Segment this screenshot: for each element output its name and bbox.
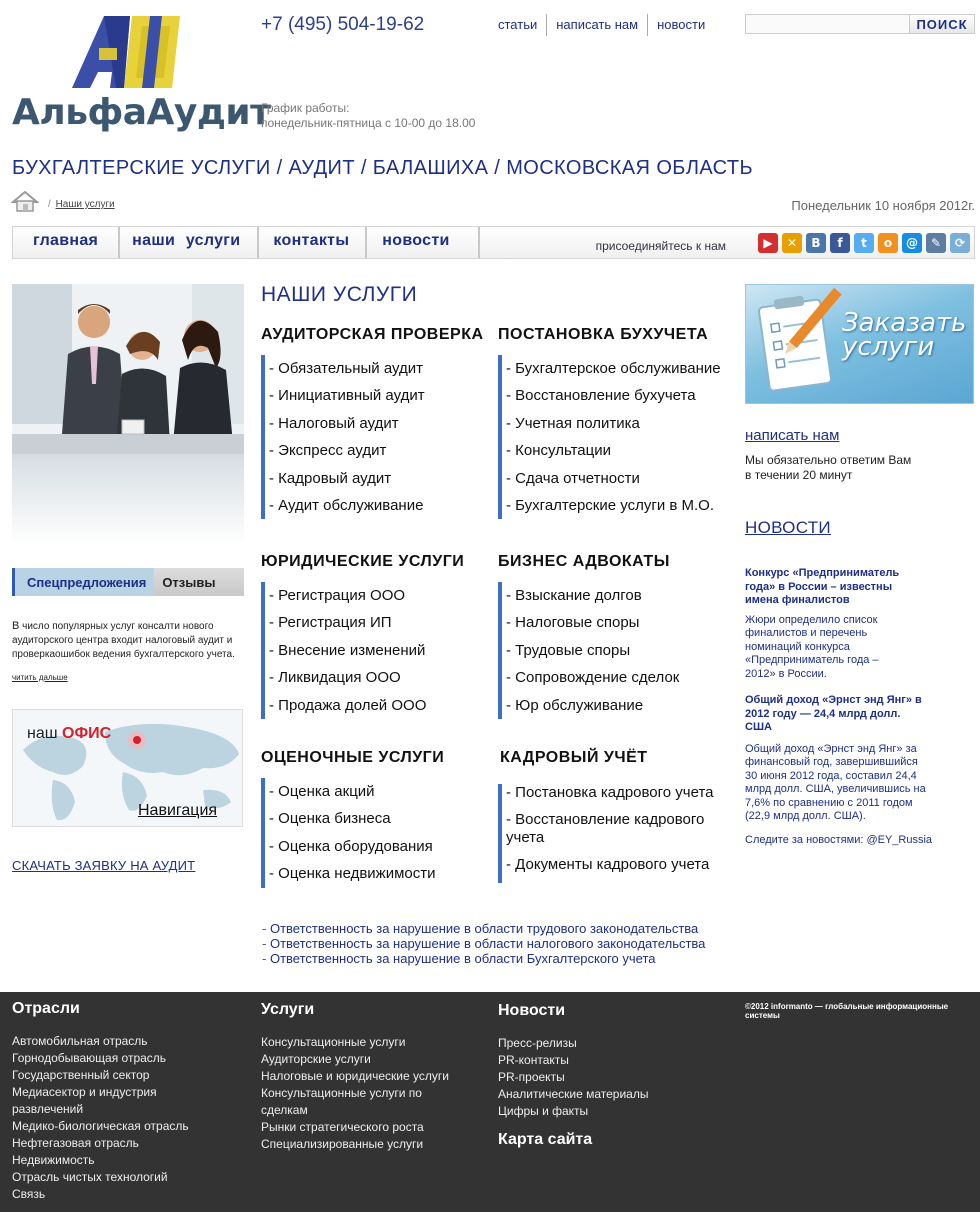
service-link[interactable] (269, 410, 425, 437)
twitter-icon[interactable]: t (854, 233, 874, 253)
service-label: Юр обслуживание (515, 696, 644, 714)
footer-link[interactable]: Государственный сектор (12, 1068, 150, 1082)
breadcrumb (48, 199, 115, 210)
list-dash: - (269, 783, 279, 800)
service-link[interactable] (506, 811, 730, 847)
service-link[interactable] (506, 492, 721, 519)
service-link[interactable] (506, 437, 721, 464)
list-dash: - (506, 587, 516, 604)
service-link[interactable] (506, 382, 721, 409)
service-label: Учетная политика (515, 414, 640, 432)
group-title-hr: КАДРОВЫЙ УЧЁТ (500, 749, 648, 766)
current-date: Понедельник 10 ноября 2012г. (791, 198, 975, 213)
nav-home[interactable]: главная (13, 227, 120, 258)
footer-link[interactable]: Аналитические материалы (498, 1087, 649, 1101)
group-list-legal (261, 582, 426, 719)
breadcrumb-current[interactable]: Наши услуги (55, 199, 115, 210)
footer-link[interactable]: Нефтегазовая отрасль (12, 1136, 139, 1150)
service-label: Продажа долей ООО (278, 696, 427, 714)
footer-link[interactable]: Пресс-релизы (498, 1036, 577, 1050)
navigation-link[interactable]: Навигация (138, 802, 218, 819)
footer-link[interactable]: Горнодобывающая отрасль (12, 1051, 167, 1065)
liability-link-label: Ответственность за нарушение в области налогового законодательства (269, 936, 706, 951)
nav-contacts[interactable]: контакты (259, 227, 367, 258)
footer-link[interactable]: Рынки стратегического роста (261, 1120, 424, 1134)
service-label: Обязательный аудит (278, 360, 424, 377)
liability-links (262, 921, 705, 966)
service-link[interactable] (506, 692, 679, 719)
service-link[interactable] (269, 692, 426, 719)
service-label: Трудовые споры (515, 641, 631, 659)
list-dash: - (269, 587, 279, 604)
search-button[interactable]: ПОИСК (909, 15, 974, 33)
list-dash: - (506, 784, 516, 801)
download-audit-request-link[interactable]: СКАЧАТЬ ЗАЯВКУ НА АУДИТ (12, 858, 196, 873)
service-link[interactable] (269, 465, 425, 492)
nav-news[interactable]: новости (367, 227, 479, 258)
promo-text (12, 619, 244, 662)
service-label: Бухгалтерское обслуживание (515, 360, 721, 377)
promo-lead-letter: В (12, 620, 20, 632)
service-link[interactable] (269, 582, 426, 609)
order-services-banner[interactable] (745, 284, 974, 404)
schedule-title: График работы: (261, 101, 350, 115)
site-tagline: БУХГАЛТЕРСКИЕ УСЛУГИ / АУДИТ / БАЛАШИХА / МОСКОВСКАЯ ОБЛАСТЬ (12, 157, 753, 179)
list-dash: - (506, 669, 516, 687)
service-link[interactable] (506, 465, 721, 492)
top-link-articles[interactable]: статьи (497, 14, 547, 36)
liability-link-label: Ответственность за нарушение в области Бухгалтерского учета (269, 951, 656, 966)
list-dash: - (506, 497, 516, 515)
group-list-hr (498, 784, 730, 883)
service-link[interactable] (269, 860, 436, 887)
order-line-1: Заказать (842, 308, 967, 338)
service-label: Инициативный аудит (278, 387, 425, 405)
liability-link[interactable] (262, 936, 705, 951)
youtube-icon[interactable]: ▶ (758, 233, 778, 253)
list-dash: - (506, 469, 516, 487)
list-dash: - (269, 497, 279, 515)
service-link[interactable] (269, 637, 426, 664)
list-dash: - (506, 696, 516, 714)
service-label: Налоговые споры (515, 614, 640, 632)
breadcrumb-separator: / (48, 199, 51, 210)
service-label: Сдача отчетности (515, 469, 640, 487)
list-dash: - (506, 442, 516, 460)
news-heading-link[interactable]: НОВОСТИ (745, 518, 831, 537)
service-link[interactable] (269, 805, 436, 832)
footer-industries-title: Отрасли (12, 1000, 80, 1017)
service-label: Оценка оборудования (278, 837, 433, 855)
social-icons (758, 233, 970, 253)
service-link[interactable] (269, 355, 425, 382)
service-label: Кадровый аудит (278, 469, 392, 487)
footer-link[interactable]: Медико-биологическая отрасль (12, 1119, 189, 1133)
join-us-label: присоединяйтесь к нам (595, 239, 726, 253)
footer-link[interactable]: Специализированные услуги (261, 1137, 424, 1151)
mailru-icon[interactable]: @ (902, 233, 922, 253)
read-more-link[interactable]: читить дальше (12, 673, 68, 682)
service-label: Сопровождение сделок (515, 669, 680, 687)
group-title-valuation: ОЦЕНОЧНЫЕ УСЛУГИ (261, 749, 445, 766)
share-icon[interactable]: ⟳ (950, 233, 970, 253)
list-dash: - (269, 865, 279, 883)
tab-special-offers[interactable]: Спецпредложения (12, 568, 154, 596)
list-dash: - (506, 360, 516, 377)
list-dash: - (506, 856, 516, 873)
service-label: Постановка кадрового учета (515, 784, 714, 801)
copyright: ©2012 informanto — глобальные информационные системы (745, 1002, 949, 1020)
news-title[interactable]: Конкурс «Предприниматель года» в России – известны имена финалистов (745, 567, 900, 606)
logo-image[interactable] (12, 12, 246, 92)
service-link[interactable] (269, 778, 436, 805)
person-icon[interactable]: ✕ (782, 233, 802, 253)
service-link[interactable] (269, 437, 425, 464)
phone-number: +7 (495) 504-19-62 (261, 14, 425, 35)
list-dash: - (269, 360, 279, 377)
footer-services-title: Услуги (261, 1001, 315, 1018)
footer-link[interactable]: Отрасль чистых технологий (12, 1170, 168, 1184)
order-services-text (842, 308, 967, 362)
group-title-lawyers: БИЗНЕС АДВОКАТЫ (498, 553, 670, 570)
service-label: Оценка недвижимости (278, 865, 436, 883)
top-link-news[interactable]: новости (657, 17, 706, 32)
office-word-our: наш (27, 725, 58, 742)
service-label: Аудит обслуживание (278, 497, 424, 515)
list-dash: - (506, 811, 516, 828)
service-link[interactable] (506, 410, 721, 437)
service-label: Восстановление кадрового учета (506, 811, 705, 846)
service-label: Регистрация ИП (278, 614, 392, 632)
list-dash: - (506, 614, 516, 632)
group-title-accounting: ПОСТАНОВКА БУХУЧЕТА (498, 326, 709, 343)
home-icon[interactable] (11, 190, 39, 212)
write-note-line-2: в течении 20 минут (745, 468, 853, 482)
order-line-2: услуги (842, 332, 935, 362)
list-dash: - (506, 641, 516, 659)
write-us-note (745, 453, 911, 483)
odnoklassniki-icon[interactable]: о (878, 233, 898, 253)
service-label: Взыскание долгов (515, 587, 642, 604)
service-label: Консультации (515, 442, 611, 460)
tab-reviews[interactable]: Отзывы (162, 575, 216, 590)
service-label: Налоговый аудит (278, 414, 399, 432)
office-map-banner[interactable] (12, 709, 243, 827)
group-list-valuation (261, 778, 436, 888)
news-feed (745, 567, 975, 847)
service-link[interactable] (506, 637, 679, 664)
search-input[interactable] (746, 15, 909, 33)
news-title[interactable]: Общий доход «Эрнст энд Янг» в 2012 году — 24,4 млрд долл. США (745, 694, 922, 733)
footer-link[interactable]: Автомобильная отрасль (12, 1034, 148, 1048)
livejournal-icon[interactable]: ✎ (926, 233, 946, 253)
list-dash: - (506, 414, 516, 432)
service-label: Бухгалтерские услуги в М.О. (515, 497, 714, 515)
liability-link-label: Ответственность за нарушение в области трудового законодательства (269, 921, 699, 936)
list-dash: - (269, 614, 279, 632)
top-nav (497, 14, 714, 36)
business-people-illustration (12, 284, 244, 544)
footer-link[interactable]: Недвижимость (12, 1153, 95, 1167)
news-body: Общий доход «Эрнст энд Янг» за финансовый год, завершившийся 30 июня 2012 года, составил 24,4 млрд долл. США, увеличившись на 7,6% по сравнению с 2011 годом (22,9 млрд долл. США). (745, 742, 926, 822)
service-label: Восстановление бухучета (515, 387, 696, 405)
footer-link[interactable]: PR-проекты (498, 1070, 565, 1084)
footer-link[interactable]: Консультационные услуги (261, 1035, 406, 1049)
list-dash: - (269, 669, 279, 687)
services-title: НАШИ УСЛУГИ (261, 283, 418, 306)
list-dash: - (262, 936, 270, 951)
service-label: Регистрация ООО (278, 587, 406, 604)
service-label: Оценка бизнеса (278, 810, 391, 828)
list-dash: - (269, 837, 279, 855)
service-link[interactable] (506, 355, 721, 382)
vk-icon[interactable]: В (806, 233, 826, 253)
news-body: Жюри определило список финалистов и перечень номинаций конкурса «Предприниматель года – 2012» в России. (745, 613, 879, 680)
group-title-legal: ЮРИДИЧЕСКИЕ УСЛУГИ (261, 553, 465, 570)
facebook-icon[interactable]: f (830, 233, 850, 253)
service-link[interactable] (269, 664, 426, 691)
list-dash: - (262, 951, 270, 966)
list-dash: - (269, 414, 279, 432)
footer-link[interactable]: Связь (12, 1187, 46, 1201)
footer-news-title: Новости (498, 1002, 566, 1019)
service-label: Экспресс аудит (278, 442, 387, 460)
top-link-write-us[interactable]: написать нам (547, 14, 648, 36)
logo-text[interactable]: АльфаАудит (12, 92, 271, 133)
list-dash: - (269, 696, 279, 714)
service-link[interactable] (269, 382, 425, 409)
service-link[interactable] (506, 609, 679, 636)
footer (0, 992, 980, 1212)
service-label: Внесение изменений (278, 641, 426, 659)
list-dash: - (269, 387, 279, 405)
service-label: Документы кадрового учета (515, 856, 710, 873)
service-link[interactable] (506, 582, 679, 609)
footer-link[interactable]: PR-контакты (498, 1053, 569, 1067)
service-link[interactable] (506, 856, 730, 874)
list-dash: - (269, 469, 279, 487)
office-heading (27, 725, 111, 743)
hero-office-photo (12, 284, 244, 544)
service-link[interactable] (506, 664, 679, 691)
main-nav (12, 226, 975, 259)
search-box (745, 14, 975, 34)
service-link[interactable] (269, 609, 426, 636)
list-dash: - (262, 921, 270, 936)
footer-link[interactable]: Медиасектор и индустрия развлечений (12, 1085, 157, 1116)
group-list-accounting (498, 355, 721, 519)
footer-link[interactable]: Консультационные услуги по сделкам (261, 1086, 422, 1117)
list-dash: - (506, 387, 516, 405)
write-us-link[interactable]: написать нам (745, 427, 840, 444)
write-note-line-1: Мы обязательно ответим Вам (745, 453, 912, 467)
service-link[interactable] (269, 492, 425, 519)
group-list-audit (261, 355, 425, 519)
footer-link[interactable]: Налоговые и юридические услуги (261, 1069, 449, 1083)
liability-link[interactable] (262, 921, 705, 936)
footer-sitemap-link[interactable]: Карта сайта (498, 1131, 593, 1148)
nav-services[interactable]: наши услуги (120, 227, 259, 258)
group-list-lawyers (498, 582, 679, 719)
service-link[interactable] (506, 784, 730, 802)
follow-news[interactable]: Следите за новостями: @EY_Russia (745, 833, 933, 846)
group-title-audit: АУДИТОРСКАЯ ПРОВЕРКА (261, 326, 484, 343)
footer-link[interactable]: Цифры и факты (498, 1104, 589, 1118)
office-word-office: ОФИС (62, 725, 112, 742)
left-tabs (12, 568, 244, 596)
footer-industries-list (12, 1033, 212, 1203)
service-link[interactable] (269, 833, 436, 860)
service-label: Оценка акций (278, 783, 375, 800)
list-dash: - (269, 810, 279, 828)
footer-services-list (261, 1034, 471, 1153)
promo-body: число популярных услуг консалти нового аудиторского центра входит налоговый аудит и проверкаошибок ведения бухгалтерского учета. (12, 621, 235, 660)
footer-link[interactable]: Аудиторские услуги (261, 1052, 371, 1066)
liability-link[interactable] (262, 951, 705, 966)
work-schedule (261, 101, 475, 131)
footer-news-list (498, 1035, 698, 1120)
schedule-hours: понедельник-пятница с 10-00 до 18.00 (261, 116, 476, 130)
service-label: Ликвидация ООО (278, 669, 401, 687)
list-dash: - (269, 442, 279, 460)
list-dash: - (269, 641, 279, 659)
